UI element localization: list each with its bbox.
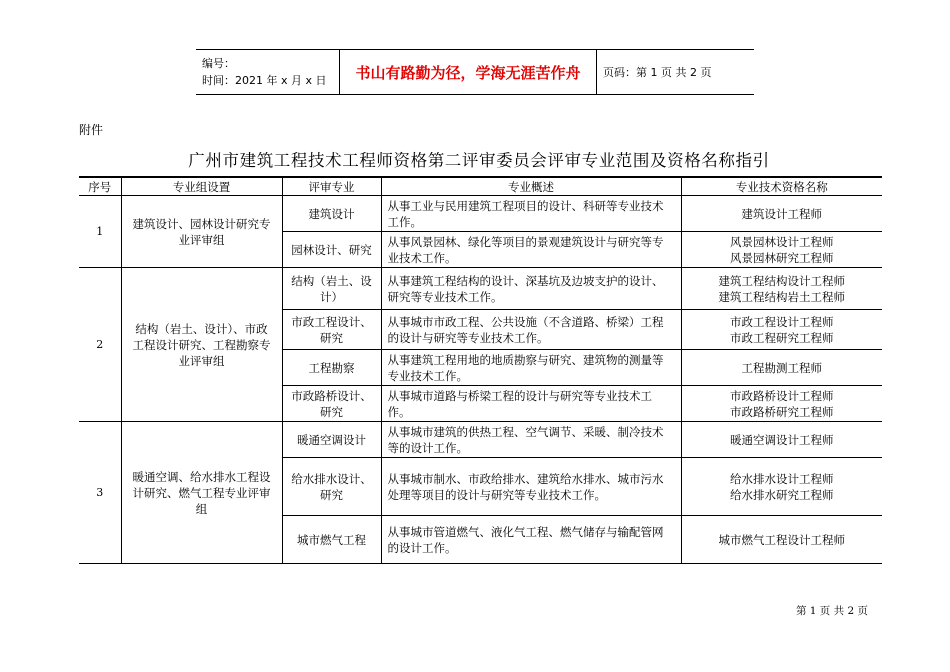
specialty-table [79,176,882,564]
group-name: 建筑设计、园林设计研究专业评审组 [121,196,282,268]
title-name: 给水排水研究工程师 [730,487,834,502]
header-group: 专业组设置 [121,177,282,196]
overview-cell: 从事城市道路与桥梁工程的设计与研究等专业技术工作。 [381,386,681,422]
title-name: 给水排水设计工程师 [730,471,834,486]
attachment-label: 附件 [79,123,104,137]
table-row [79,196,882,232]
motto: 书山有路勤为径，学海无涯苦作舟 [340,50,597,95]
date-label: 时间：2021 年 x 月 x 日 [202,74,327,87]
header-no: 序号 [79,177,121,196]
title-name: 建筑设计工程师 [741,206,822,221]
title-cell [681,196,882,232]
specialty-cell: 城市燃气工程 [282,516,381,564]
title-cell [681,458,882,516]
overview-cell: 从事建筑工程结构的设计、深基坑及边坡支护的设计、研究等专业技术工作。 [381,268,681,310]
title-name: 市政工程设计工程师 [730,314,834,329]
specialty-cell: 工程勘察 [282,350,381,386]
overview-cell: 从事城市建筑的供热工程、空气调节、采暖、制冷技术等的设计工作。 [381,422,681,458]
table-row [79,268,882,310]
title-cell [681,422,882,458]
specialty-cell: 市政工程设计、研究 [282,310,381,350]
table-row [79,422,882,458]
number-label: 编号： [202,57,235,70]
group-number: 2 [79,268,121,422]
header-left [196,50,340,95]
title-name: 建筑工程结构岩土工程师 [718,289,845,304]
title-cell [681,350,882,386]
specialty-cell: 建筑设计 [282,196,381,232]
overview-cell: 从事城市市政工程、公共设施（不含道路、桥梁）工程的设计与研究等专业技术工作。 [381,310,681,350]
overview-cell: 从事城市制水、市政给排水、建筑给水排水、城市污水处理等项目的设计与研究等专业技术工作。 [381,458,681,516]
specialty-cell: 市政路桥设计、研究 [282,386,381,422]
group-number: 3 [79,422,121,564]
table-header-row [79,177,882,196]
page-footer: 第 1 页 共 2 页 [795,605,868,617]
page-code: 页码：第 1 页 共 2 页 [597,50,755,95]
title-name: 工程勘测工程师 [741,360,822,375]
title-name: 建筑工程结构设计工程师 [718,273,845,288]
group-name: 结构（岩土、设计）、市政工程设计研究、工程勘察专业评审组 [121,268,282,422]
group-name: 暖通空调、给水排水工程设计研究、燃气工程专业评审组 [121,422,282,564]
title-cell [681,268,882,310]
specialty-cell: 暖通空调设计 [282,422,381,458]
overview-cell: 从事风景园林、绿化等项目的景观建筑设计与研究等专业技术工作。 [381,232,681,268]
title-name: 市政工程研究工程师 [730,330,834,345]
header-overview: 专业概述 [381,177,681,196]
specialty-cell: 给水排水设计、研究 [282,458,381,516]
specialty-cell: 结构（岩土、设计） [282,268,381,310]
page-header [196,49,754,95]
group-number: 1 [79,196,121,268]
overview-cell: 从事城市管道燃气、液化气工程、燃气储存与输配管网的设计工作。 [381,516,681,564]
specialty-cell: 园林设计、研究 [282,232,381,268]
title-cell [681,310,882,350]
title-name: 市政路桥设计工程师 [730,388,834,403]
title-cell [681,386,882,422]
title-cell [681,232,882,268]
title-name: 风景园林研究工程师 [730,250,834,265]
title-name: 风景园林设计工程师 [730,234,834,249]
overview-cell: 从事工业与民用建筑工程项目的设计、科研等专业技术工作。 [381,196,681,232]
title-name: 暖通空调设计工程师 [730,432,834,447]
document-title: 广州市建筑工程技术工程师资格第二评审委员会评审专业范围及资格名称指引 [188,151,770,170]
title-name: 城市燃气工程设计工程师 [718,532,845,547]
title-name: 市政路桥研究工程师 [730,404,834,419]
title-cell [681,516,882,564]
overview-cell: 从事建筑工程用地的地质勘察与研究、建筑物的测量等专业技术工作。 [381,350,681,386]
header-title-name: 专业技术资格名称 [681,177,882,196]
header-specialty: 评审专业 [282,177,381,196]
